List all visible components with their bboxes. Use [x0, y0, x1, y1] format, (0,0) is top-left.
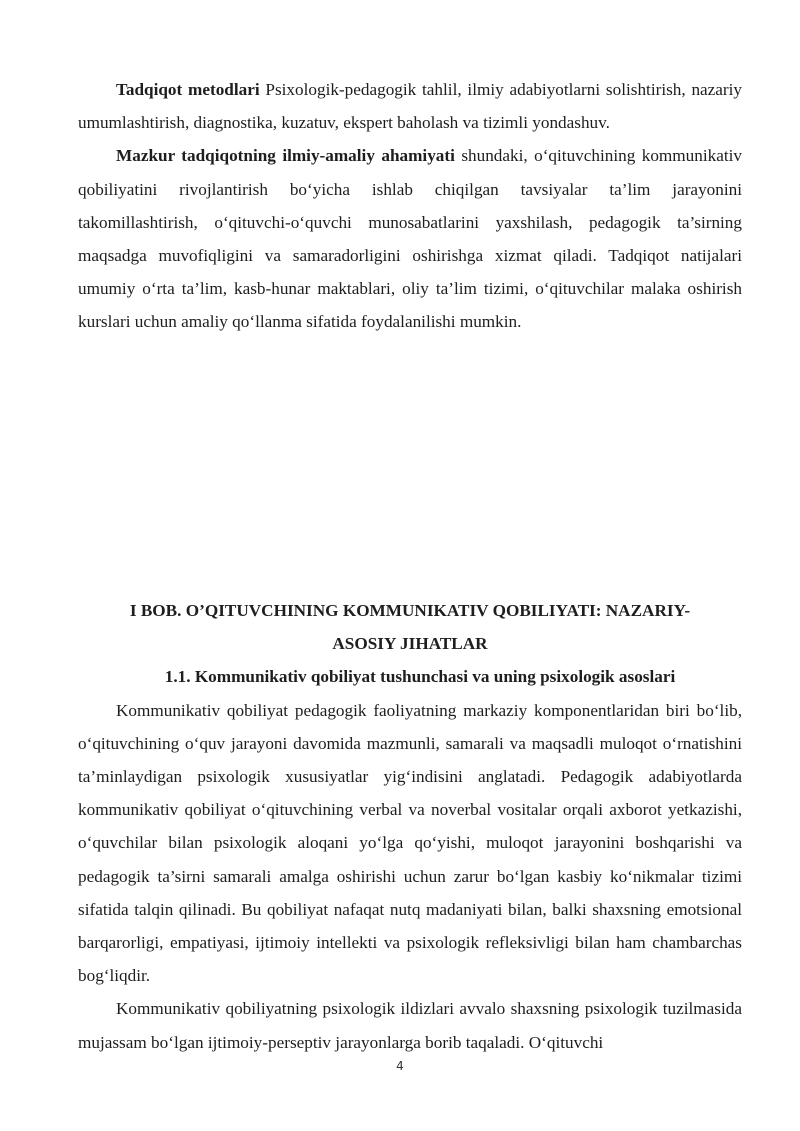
methods-label: Tadqiqot metodlari: [116, 80, 260, 99]
chapter-block: [78, 594, 742, 1059]
intro-block: [78, 73, 742, 339]
page-number: 4: [396, 1059, 404, 1073]
section-title: 1.1. Kommunikativ qobiliyat tushunchasi va uning psixologik asoslari: [164, 667, 676, 687]
chapter-title-line2: ASOSIY JIHATLAR: [332, 634, 488, 654]
body-paragraph-2: Kommunikativ qobiliyatning psixologik ildizlari avvalo shaxsning psixologik tuzilmasida mujassam bo‘lgan ijtimoiy-perseptiv jarayonlarga borib taqaladi. O‘qituvchi: [78, 999, 742, 1052]
methods-paragraph: [78, 73, 742, 139]
significance-paragraph: [78, 139, 742, 338]
body-paragraph-1: Kommunikativ qobiliyat pedagogik faoliyatning markaziy komponentlaridan biri bo‘lib, o‘qituvchining o‘quv jarayoni davomida mazmunli, samarali va maqsadli muloqot o‘rnatishini ta’minlaydigan psixologik xususiyatlar yig‘indisini anglatadi. Pedagogik adabiyotlarda kommunikativ qobiliyat o‘qituvchining verbal va noverbal vositalar orqali axborot yetkazishi, o‘quvchilar bilan psixologik aloqani yo‘lga qo‘yishi, muloqot jarayonini boshqarishi va pedagogik ta’sirni samarali amalga oshirishi uchun zarur bo‘lgan kasbiy ko‘nikmalar tizimi sifatida talqin qilinadi. Bu qobiliyat nafaqat nutq madaniyati bilan, balki shaxsning emotsional barqarorligi, empatiyasi, ijtimoiy intellekti va psixologik refleksivligi bilan ham chambarchas bog‘liqdir.: [78, 700, 742, 986]
significance-label: Mazkur tadqiqotning ilmiy-amaliy ahamiyati: [116, 146, 455, 166]
methods-text: Psixologik-pedagogik tahlil, ilmiy adabiyotlarni solishtirish, nazariy umumlashtirish, diagnostika, kuzatuv, ekspert baholash va tizimli yondashuv.: [78, 80, 743, 133]
chapter-title-line1: I BOB. O’QITUVCHINING KOMMUNIKATIV QOBILIYATI: NAZARIY-: [129, 601, 691, 620]
significance-text: shundaki, o‘qituvchining kommunikativ qobiliyatini rivojlantirish bo‘yicha ishlab chiqilgan tavsiyalar ta’lim jarayonini takomillashtirish, o‘qituvchi-o‘quvchi munosabatlarini yaxshilash, pedagogik ta’sirning maqsadga muvofiqligini va samaradorligini oshirishga xizmat qiladi. Tadqiqot natijalari umumiy o‘rta ta’lim, kasb-hunar maktablari, oliy ta’lim tizimi, o‘qituvchilar malaka oshirish kurslari uchun amaliy qo‘llanma sifatida foydalanilishi mumkin.: [78, 146, 742, 332]
